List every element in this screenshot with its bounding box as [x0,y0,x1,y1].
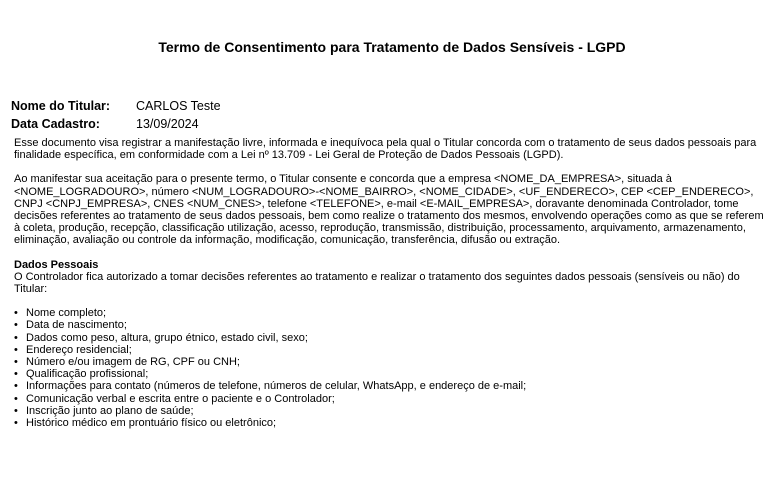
date-label: Data Cadastro: [11,117,100,131]
personal-data-list [14,307,768,429]
bullet-icon: • [14,307,18,320]
list-item-text: Número e/ou imagem de RG, CPF ou CNH; [26,356,240,369]
holder-label: Nome do Titular: [11,99,111,113]
bullet-icon: • [14,404,18,417]
date-value: 13/09/2024 [136,117,199,131]
bullet-icon: • [14,380,18,393]
list-item [14,332,768,344]
bullet-icon: • [14,368,18,381]
list-item [14,356,768,368]
list-item-text: Endereço residencial; [26,343,132,356]
list-item-text: Informações para contato (números de telefone, números de celular, WhatsApp, e endereço de e-mail; [26,380,527,393]
bullet-icon: • [14,417,18,430]
list-item-text: Histórico médico em prontuário físico ou eletrônico; [26,417,277,430]
list-item-text: Nome completo; [26,307,107,320]
date-row [11,116,199,132]
list-item [14,380,768,392]
list-item [14,417,768,429]
bullet-icon: • [14,392,18,405]
consent-paragraph: Ao manifestar sua aceitação para o presente termo, o Titular consente e concorda que a empresa <NOME_DA_EMPRESA>, situada à <NOME_LOGRADOURO>, número <NUM_LOGRADOURO>-<NOME_BAIRRO>, <NOME_CIDADE>, <UF_ENDERECO>, CEP <CEP_ENDERECO>, CNPJ <CNPJ_EMPRESA>, CNES <NUM_CNES>, telefone <TELEFONE>, e-mail <E-MAIL_EMPRESA>, doravante denominada Controlador, tome decisões referentes ao tratamento de seus dados pessoais, bem como realize o tratamento dos mesmos, envolvendo operações como as que se referem à coleta, produção, recepção, classificação utilização, acesso, reprodução, transmissão, distribuição, processamento, arquivamento, armazenamento, eliminação, avaliação ou controle da informação, modificação, comunicação, transferência, difusão ou extração. [14,173,764,247]
paragraph-spacer [14,295,768,307]
list-item [14,368,768,380]
intro-paragraph: Esse documento visa registrar a manifestação livre, informada e inequívoca pela qual o Titular concorda com o tratamento de seus dados pessoais para finalidade específica, em conformidade com a Lei nº 13.709 - Lei Geral de Proteção de Dados Pessoais (LGPD). [14,137,757,162]
document-body [14,137,768,429]
list-item-text: Dados como peso, altura, grupo étnico, estado civil, sexo; [26,331,308,344]
bullet-icon: • [14,356,18,369]
list-item [14,393,768,405]
section-title: Dados Pessoais [14,258,99,271]
list-item-text: Comunicação verbal e escrita entre o paciente e o Controlador; [26,392,335,405]
list-item [14,307,768,319]
holder-row [11,98,221,114]
list-item-text: Data de nascimento; [26,319,127,332]
bullet-icon: • [14,319,18,332]
paragraph-spacer [14,161,768,173]
bullet-icon: • [14,343,18,356]
holder-value: CARLOS Teste [136,99,221,113]
bullet-icon: • [14,331,18,344]
section-intro: O Controlador fica autorizado a tomar decisões referentes ao tratamento e realizar o tratamento dos seguintes dados pessoais (sensíveis ou não) do Titular: [14,270,740,296]
list-item-text: Inscrição junto ao plano de saúde; [26,404,194,417]
list-item-text: Qualificação profissional; [26,368,149,381]
paragraph-spacer [14,247,768,259]
document-title: Termo de Consentimento para Tratamento de Dados Sensíveis - LGPD [158,39,626,55]
list-item [14,344,768,356]
list-item [14,405,768,417]
list-item [14,319,768,331]
